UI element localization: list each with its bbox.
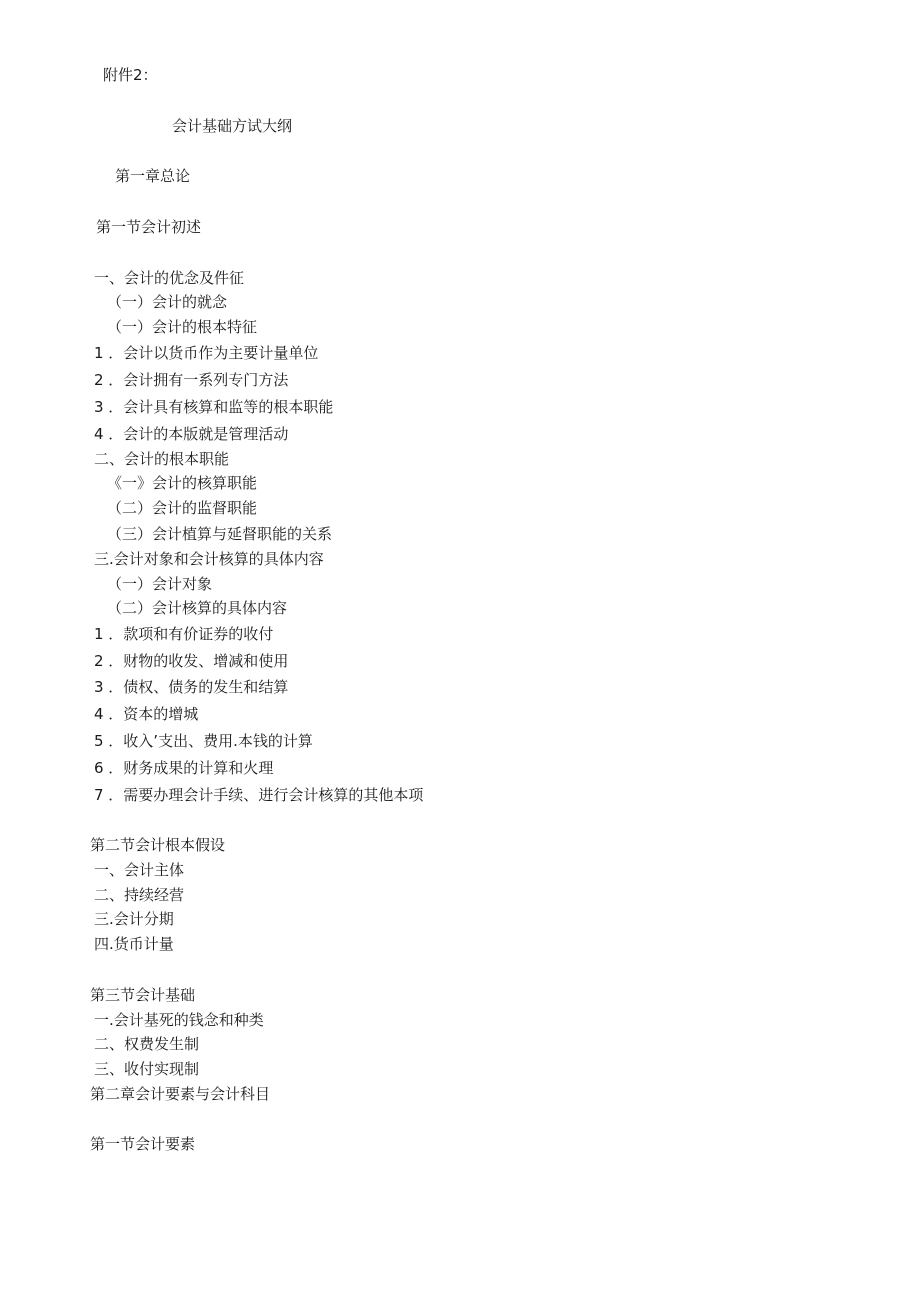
outline-item: 1 ．款项和有价证券的收付 bbox=[94, 625, 274, 643]
section-1-1-title: 第一节会计初述 bbox=[96, 218, 202, 236]
outline-item: 三.会计对象和会计核算的具体内容 bbox=[94, 550, 324, 568]
outline-item: 4 ．资本的增城 bbox=[94, 705, 199, 723]
outline-item: 一.会计基死的钱念和种类 bbox=[94, 1011, 264, 1029]
document-title: 会计基础方试大纲 bbox=[172, 117, 293, 135]
outline-item: （一）会计对象 bbox=[107, 575, 213, 593]
outline-item: 1 ．会计以货币作为主要计量单位 bbox=[94, 344, 319, 362]
outline-item: （一）会计的根本特征 bbox=[107, 318, 258, 336]
outline-item: （二）会计的监督职能 bbox=[107, 499, 258, 517]
outline-item: 7 ．需要办理会计手续、进行会计核算的其他本项 bbox=[94, 786, 424, 804]
outline-item: 2 ．财物的收发、增减和使用 bbox=[94, 652, 289, 670]
outline-item: 四.货币计量 bbox=[94, 935, 174, 953]
section-2-1-title: 第一节会计要素 bbox=[90, 1135, 196, 1153]
section-1-2-title: 第二节会计根本假设 bbox=[90, 836, 226, 854]
outline-item: 一、会计的优念及件征 bbox=[94, 269, 245, 287]
outline-item: （一）会计的就念 bbox=[107, 293, 228, 311]
chapter-2-title: 第二章会计要素与会计科目 bbox=[90, 1085, 271, 1103]
outline-item: 3 ．会计具有核算和监等的根本职能 bbox=[94, 398, 334, 416]
outline-item: 5 ．收入’支出、费用.本钱的计算 bbox=[94, 732, 313, 750]
outline-item: 6 ．财务成果的计算和火理 bbox=[94, 759, 274, 777]
outline-item: 二、权费发生制 bbox=[94, 1035, 200, 1053]
outline-item: 《一》会计的核算职能 bbox=[107, 474, 258, 492]
section-1-3-title: 第三节会计基础 bbox=[90, 986, 196, 1004]
attachment-label: 附件2： bbox=[103, 66, 158, 84]
outline-item: （三）会计植算与延督职能的关系 bbox=[107, 525, 333, 543]
outline-item: 三、收付实现制 bbox=[94, 1060, 200, 1078]
outline-item: 二、会计的根本职能 bbox=[94, 450, 230, 468]
outline-item: 一、会计主体 bbox=[94, 861, 185, 879]
outline-item: 2 ．会计拥有一系列专门方法 bbox=[94, 371, 289, 389]
outline-item: 三.会计分期 bbox=[94, 910, 174, 928]
outline-item: 二、持续经营 bbox=[94, 886, 185, 904]
outline-item: 4 ．会计的本版就是管理活动 bbox=[94, 425, 289, 443]
outline-item: （二）会计核算的具体内容 bbox=[107, 599, 288, 617]
outline-item: 3 ．债权、债务的发生和结算 bbox=[94, 678, 289, 696]
chapter-1-title: 第一章总论 bbox=[115, 167, 191, 185]
